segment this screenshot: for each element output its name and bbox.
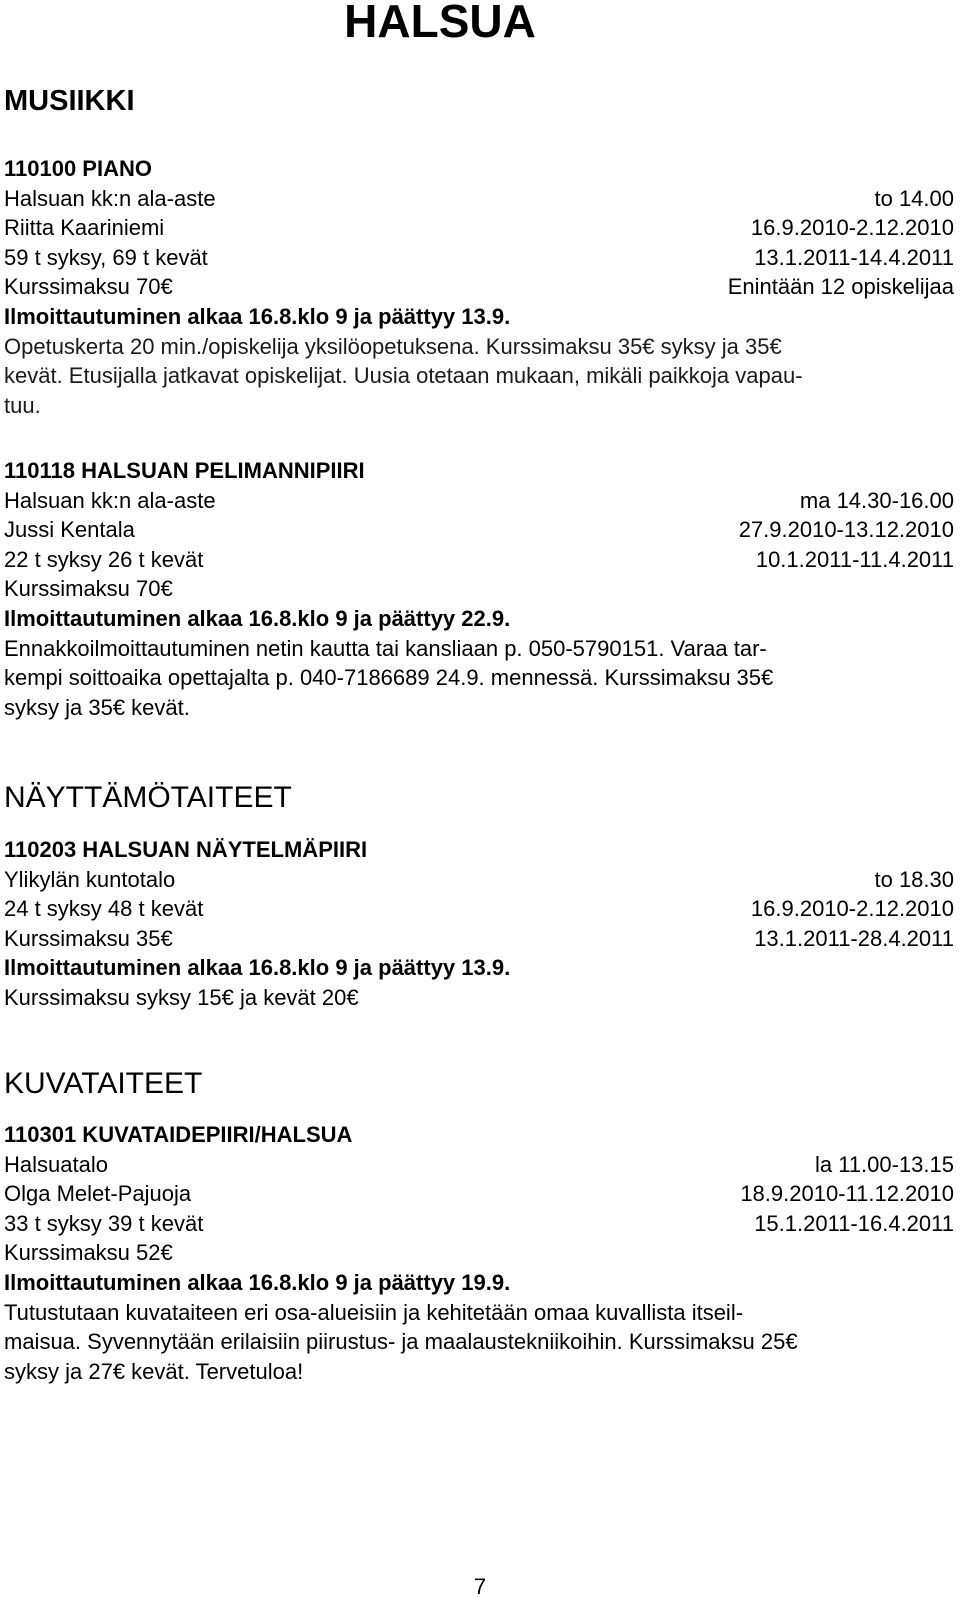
row-left: Riitta Kaariniemi bbox=[4, 215, 165, 241]
course-row bbox=[4, 272, 954, 302]
row-left: Olga Melet-Pajuoja bbox=[4, 1181, 192, 1207]
page-title: HALSUA bbox=[344, 0, 536, 47]
section-heading-musiikki: MUSIIKKI bbox=[4, 85, 135, 117]
row-left: Halsuan kk:n ala-aste bbox=[4, 185, 216, 211]
row-right: 16.9.2010-2.12.2010 bbox=[750, 215, 954, 241]
course-pelimannipiiri bbox=[4, 456, 954, 722]
row-left: 33 t syksy 39 t kevät bbox=[4, 1210, 204, 1236]
course-row bbox=[4, 486, 954, 516]
row-right: to 14.00 bbox=[874, 185, 954, 211]
row-right: 10.1.2011-11.4.2011 bbox=[755, 546, 954, 572]
course-title: 110100 PIANO bbox=[4, 156, 152, 181]
course-row bbox=[4, 545, 954, 575]
row-left: Halsuatalo bbox=[4, 1151, 108, 1177]
row-right: 16.9.2010-2.12.2010 bbox=[750, 896, 954, 922]
row-right: 13.1.2011-14.4.2011 bbox=[754, 244, 954, 270]
course-description: Tutustutaan kuvataiteen eri osa-alueisiin ja kehitetään omaa kuvallista itseil- maisua. Syvennytään erilaisiin piirustus- ja maalaustekniikoihin. Kurssimaksu 25€ syksy ja 27€ kevät. Tervetuloa! bbox=[4, 1299, 798, 1384]
registration-info: Ilmoittautuminen alkaa 16.8.klo 9 ja päättyy 22.9. bbox=[4, 605, 511, 631]
row-left: 24 t syksy 48 t kevät bbox=[4, 896, 204, 922]
row-left: 59 t syksy, 69 t kevät bbox=[4, 244, 208, 270]
row-right: 27.9.2010-13.12.2010 bbox=[738, 517, 954, 543]
course-row bbox=[4, 1150, 954, 1180]
row-right: Enintään 12 opiskelijaa bbox=[727, 274, 954, 300]
course-row bbox=[4, 184, 954, 214]
registration-info: Ilmoittautuminen alkaa 16.8.klo 9 ja päättyy 13.9. bbox=[4, 955, 511, 981]
row-right: 15.1.2011-16.4.2011 bbox=[754, 1210, 954, 1236]
course-row bbox=[4, 924, 954, 954]
course-row bbox=[4, 1209, 954, 1239]
course-row bbox=[4, 515, 954, 545]
course-row bbox=[4, 894, 954, 924]
row-left: Kurssimaksu 70€ bbox=[4, 576, 173, 602]
row-right: to 18.30 bbox=[874, 866, 954, 892]
row-right: 18.9.2010-11.12.2010 bbox=[740, 1181, 954, 1207]
row-left: 22 t syksy 26 t kevät bbox=[4, 546, 204, 572]
course-title: 110118 HALSUAN PELIMANNIPIIRI bbox=[4, 458, 365, 483]
section-heading-nayttamotaiteet: NÄYTTÄMÖTAITEET bbox=[4, 781, 292, 814]
course-kuvataidepiiri bbox=[4, 1120, 954, 1386]
row-left: Kurssimaksu 70€ bbox=[4, 274, 173, 300]
row-left: Kurssimaksu 35€ bbox=[4, 925, 173, 951]
course-naytelmapiiri bbox=[4, 835, 954, 1013]
course-description: Kurssimaksu syksy 15€ ja kevät 20€ bbox=[4, 984, 359, 1010]
course-row bbox=[4, 574, 954, 604]
course-row bbox=[4, 1179, 954, 1209]
course-row bbox=[4, 865, 954, 895]
row-left: Halsuan kk:n ala-aste bbox=[4, 487, 216, 513]
row-right: ma 14.30-16.00 bbox=[799, 487, 954, 513]
course-row bbox=[4, 213, 954, 243]
row-right: 13.1.2011-28.4.2011 bbox=[754, 925, 954, 951]
row-left: Ylikylän kuntotalo bbox=[4, 866, 176, 892]
course-piano bbox=[4, 154, 954, 420]
row-left: Kurssimaksu 52€ bbox=[4, 1240, 173, 1266]
page-number: 7 bbox=[473, 1574, 487, 1599]
registration-info: Ilmoittautuminen alkaa 16.8.klo 9 ja päättyy 13.9. bbox=[4, 303, 511, 329]
course-title: 110301 KUVATAIDEPIIRI/HALSUA bbox=[4, 1122, 353, 1147]
registration-info: Ilmoittautuminen alkaa 16.8.klo 9 ja päättyy 19.9. bbox=[4, 1269, 511, 1295]
course-description: Opetuskerta 20 min./opiskelija yksilöopetuksena. Kurssimaksu 35€ syksy ja 35€ kevät. Etusijalla jatkavat opiskelijat. Uusia otetaan mukaan, mikäli paikkoja vapau- tuu. bbox=[4, 333, 803, 418]
section-heading-kuvataiteet: KUVATAITEET bbox=[4, 1067, 203, 1100]
row-left: Jussi Kentala bbox=[4, 517, 135, 543]
course-description: Ennakkoilmoittautuminen netin kautta tai kansliaan p. 050-5790151. Varaa tar- kempi soittoaika opettajalta p. 040-7186689 24.9. mennessä. Kurssimaksu 35€ syksy ja 35€ kevät. bbox=[4, 635, 774, 720]
course-title: 110203 HALSUAN NÄYTELMÄPIIRI bbox=[4, 837, 368, 862]
course-row bbox=[4, 1238, 954, 1268]
course-row bbox=[4, 243, 954, 273]
row-right: la 11.00-13.15 bbox=[814, 1151, 954, 1177]
